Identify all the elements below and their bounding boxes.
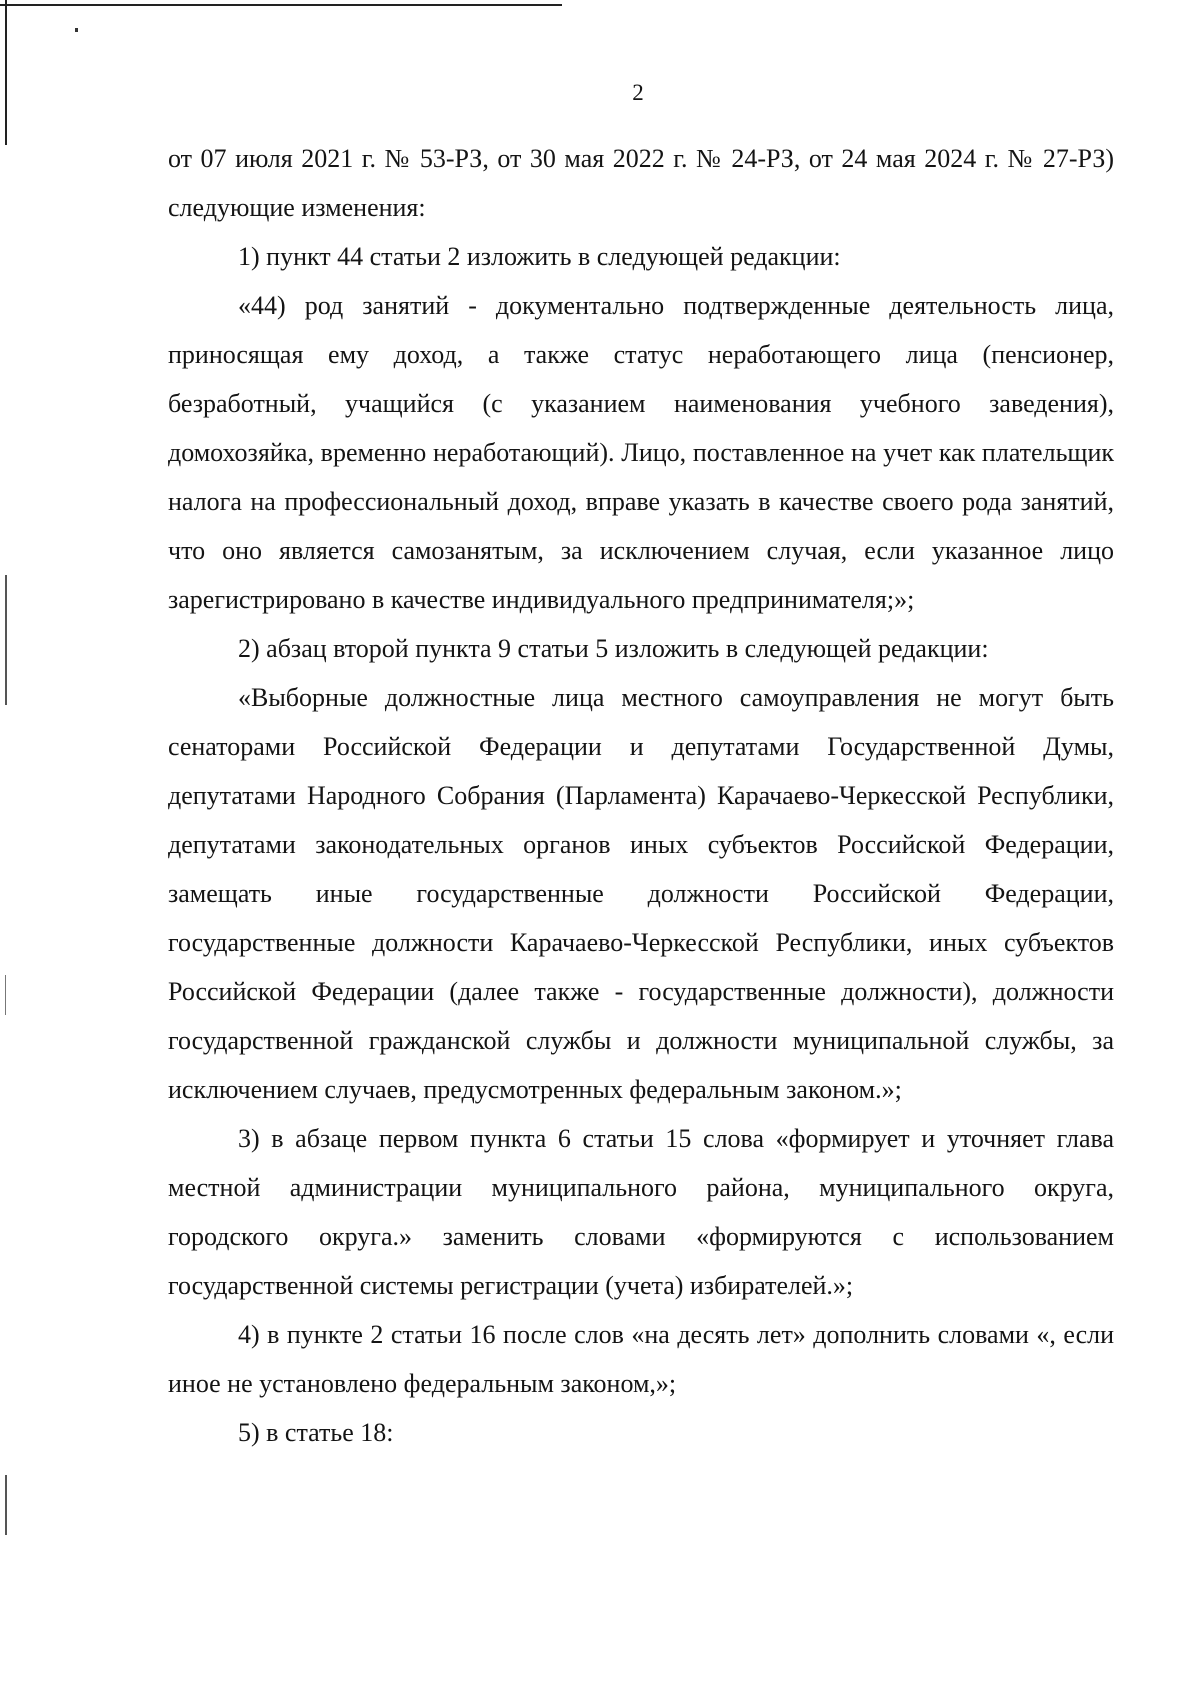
document-body [168,134,1114,1457]
list-item-3: 3) в абзаце первом пункта 6 статьи 15 слова «формирует и уточняет глава местной администрации муниципального района, муниципального округа, городского округа.» заменить словами «формируются с использованием государственной системы регистрации (учета) избирателей.»; [168,1124,1114,1300]
list-item-5: 5) в статье 18: [238,1418,394,1447]
page-number: 2 [632,80,644,105]
scan-speck [75,28,78,32]
list-item-1: 1) пункт 44 статьи 2 изложить в следующей редакции: [238,242,841,271]
scan-edge-left [5,0,7,145]
list-item-2: 2) абзац второй пункта 9 статьи 5 изложить в следующей редакции: [238,634,989,663]
paragraph-item-44: «44) род занятий - документально подтвержденные деятельность лица, приносящая ему доход, а также статус неработающего лица (пенсионер, безработный, учащийся (с указанием наименования учебного заведения), домохозяйка, временно неработающий). Лицо, поставленное на учет как плательщик налога на профессиональный доход, вправе указать в качестве своего рода занятий, что оно является самозанятым, за исключением случая, если указанное лицо зарегистрировано в качестве индивидуального предпринимателя;»; [168,291,1114,614]
scan-speck [5,975,6,1015]
paragraph-intro: от 07 июля 2021 г. № 53-РЗ, от 30 мая 2022 г. № 24-РЗ, от 24 мая 2024 г. № 27-РЗ) следующие изменения: [168,144,1114,222]
scan-speck [5,575,7,705]
paragraph-elected-officials: «Выборные должностные лица местного самоуправления не могут быть сенаторами Российской Федерации и депутатами Государственной Думы, депутатами Народного Собрания (Парламента) Карачаево-Черкесской Республики, депутатами законодательных органов иных субъектов Российской Федерации, замещать иные государственные должности Российской Федерации, государственные должности Карачаево-Черкесской Республики, иных субъектов Российской Федерации (далее также - государственные должности), должности государственной гражданской службы и должности муниципальной службы, за исключением случаев, предусмотренных федеральным законом.»; [168,683,1114,1104]
scan-edge-top [0,4,562,6]
list-item-4: 4) в пункте 2 статьи 16 после слов «на десять лет» дополнить словами «, если иное не установлено федеральным законом,»; [168,1320,1114,1398]
scan-speck [5,1475,7,1535]
